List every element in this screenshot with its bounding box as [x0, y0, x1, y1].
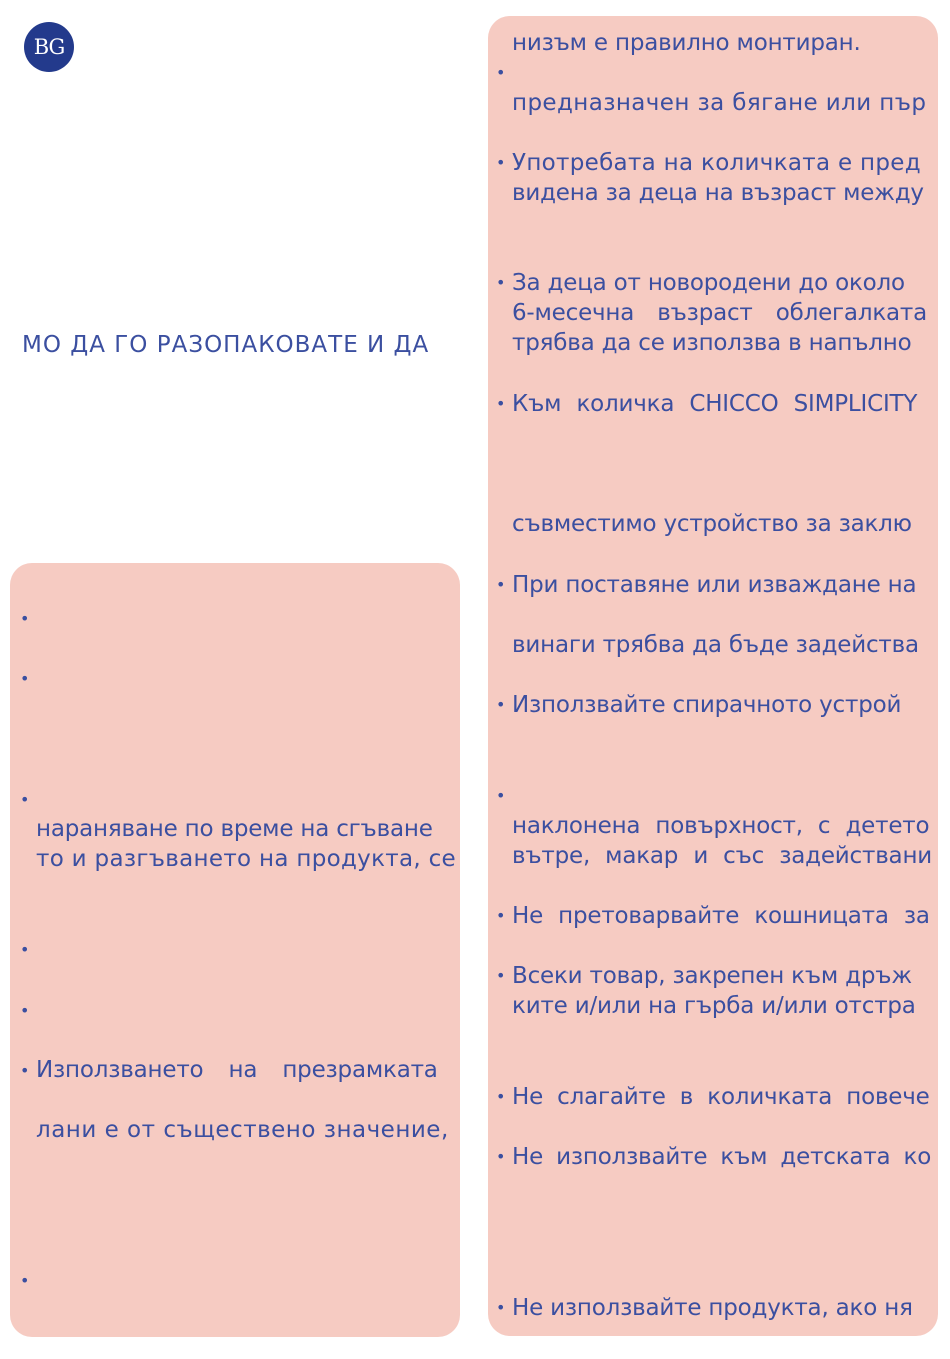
- text-line: предназначен за бягане или пър: [512, 90, 927, 116]
- text-line: Употребата на количката е пред: [512, 150, 921, 176]
- text-line: наклонена повърхност, с детето: [512, 813, 930, 839]
- bullet: •: [496, 966, 506, 985]
- right-warning-box: [488, 16, 938, 1336]
- bullet: •: [496, 153, 506, 172]
- text-line: Не използвайте към детската ко: [512, 1144, 932, 1170]
- text-line: Всеки товар, закрепен към дръж: [512, 963, 912, 989]
- bullet: •: [496, 1147, 506, 1166]
- bullet: •: [496, 1298, 506, 1317]
- text-line: При поставяне или изваждане на: [512, 572, 917, 598]
- text-line: Използвайте спирачното устрой: [512, 692, 902, 718]
- text-line: ките и/или на гърба и/или отстра: [512, 993, 916, 1019]
- text-line: лани е от съществено значение,: [36, 1117, 449, 1143]
- bullet: •: [496, 273, 506, 292]
- bullet: •: [20, 1271, 30, 1290]
- bullet: •: [496, 695, 506, 714]
- left-warning-box: [10, 563, 460, 1337]
- text-line: Използването на презрамката: [36, 1057, 438, 1083]
- text-line: трябва да се използва в напълно: [512, 330, 912, 356]
- bullet: •: [496, 906, 506, 925]
- bullet: •: [20, 1001, 30, 1020]
- text-line: Не слагайте в количката повече: [512, 1084, 930, 1110]
- text-line: низъм е правилно монтиран.: [512, 30, 861, 56]
- text-line: Към количка CHICCO SIMPLICITY: [512, 391, 918, 417]
- language-badge: BG: [24, 22, 74, 72]
- bullet: •: [496, 786, 506, 805]
- text-line: винаги трябва да бъде задейства: [512, 632, 919, 658]
- text-line: 6-месечна възраст облегалката: [512, 300, 928, 326]
- bullet: •: [20, 940, 30, 959]
- text-line: Не претоварвайте кошницата за: [512, 903, 930, 929]
- bullet: •: [20, 669, 30, 688]
- bullet: •: [496, 394, 506, 413]
- section-heading: МО ДА ГО РАЗОПАКОВАТЕ И ДА: [22, 332, 430, 358]
- text-line: видена за деца на възраст между: [512, 180, 924, 206]
- bullet: •: [20, 609, 30, 628]
- bullet: •: [496, 1087, 506, 1106]
- text-line: За деца от новородени до около: [512, 270, 905, 296]
- bullet: •: [496, 575, 506, 594]
- bullet: •: [20, 1061, 30, 1080]
- text-line: съвместимо устройство за заклю: [512, 511, 912, 537]
- text-line: вътре, макар и със задействани: [512, 843, 933, 869]
- bullet: •: [20, 790, 30, 809]
- text-line: Не използвайте продукта, ако ня: [512, 1295, 913, 1321]
- text-line: нараняване по време на сгъване: [36, 816, 433, 842]
- text-line: то и разгъването на продукта, се: [36, 846, 456, 872]
- bullet: •: [496, 63, 506, 82]
